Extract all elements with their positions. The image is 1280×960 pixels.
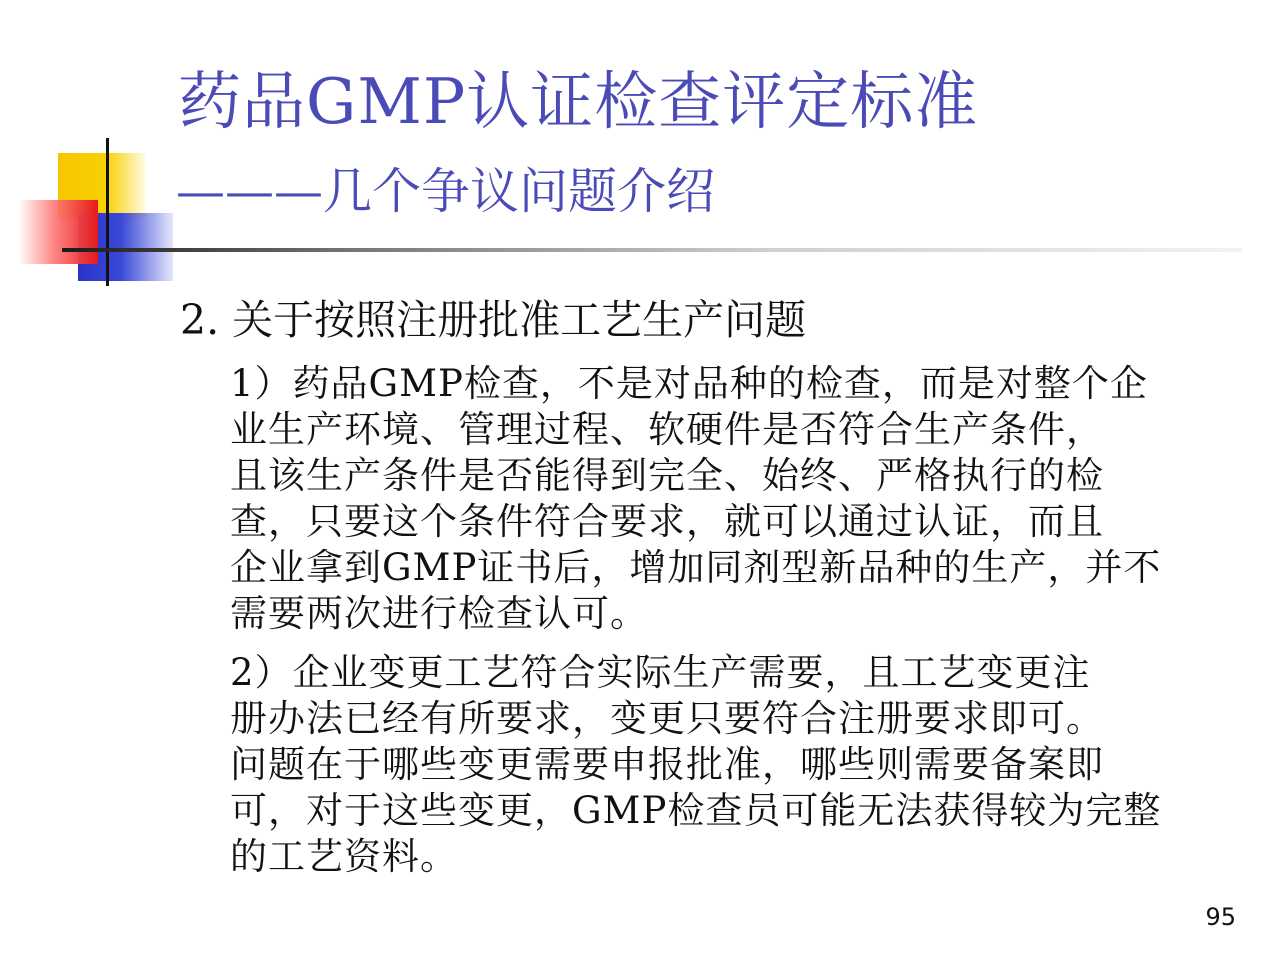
paragraph-line: 业生产环境、管理过程、软硬件是否符合生产条件，: [230, 408, 1104, 451]
paragraph-line: 且该生产条件是否能得到完全、始终、严格执行的检: [230, 454, 1104, 497]
decoration-red-square: [18, 200, 98, 264]
decoration-vertical-line: [106, 138, 109, 286]
decoration-horizontal-rule: [62, 248, 1242, 252]
paragraph-line: 可，对于这些变更，GMP检查员可能无法获得较为完整: [230, 789, 1162, 832]
paragraph-line: 的工艺资料。: [230, 835, 458, 878]
section-heading: 2. 关于按照注册批准工艺生产问题: [180, 296, 807, 344]
paragraph-line: 查，只要这个条件符合要求，就可以通过认证，而且: [230, 500, 1104, 543]
paragraph-line: 册办法已经有所要求，变更只要符合注册要求即可。: [230, 697, 1104, 740]
page-number: 95: [1205, 903, 1236, 931]
slide-subtitle: ———几个争议问题介绍: [176, 163, 716, 220]
slide-title: 药品GMP认证检查评定标准: [178, 65, 979, 138]
paragraph-2: [230, 650, 1240, 880]
paragraph-line: 1）药品GMP检查，不是对品种的检查，而是对整个企: [230, 362, 1148, 405]
paragraph-line: 2）企业变更工艺符合实际生产需要，且工艺变更注: [230, 651, 1091, 694]
paragraph-line: 需要两次进行检查认可。: [230, 592, 648, 635]
paragraph-line: 问题在于哪些变更需要申报批准，哪些则需要备案即: [230, 743, 1104, 786]
paragraph-1: [230, 361, 1240, 637]
paragraph-line: 企业拿到GMP证书后，增加同剂型新品种的生产，并不: [230, 546, 1162, 589]
